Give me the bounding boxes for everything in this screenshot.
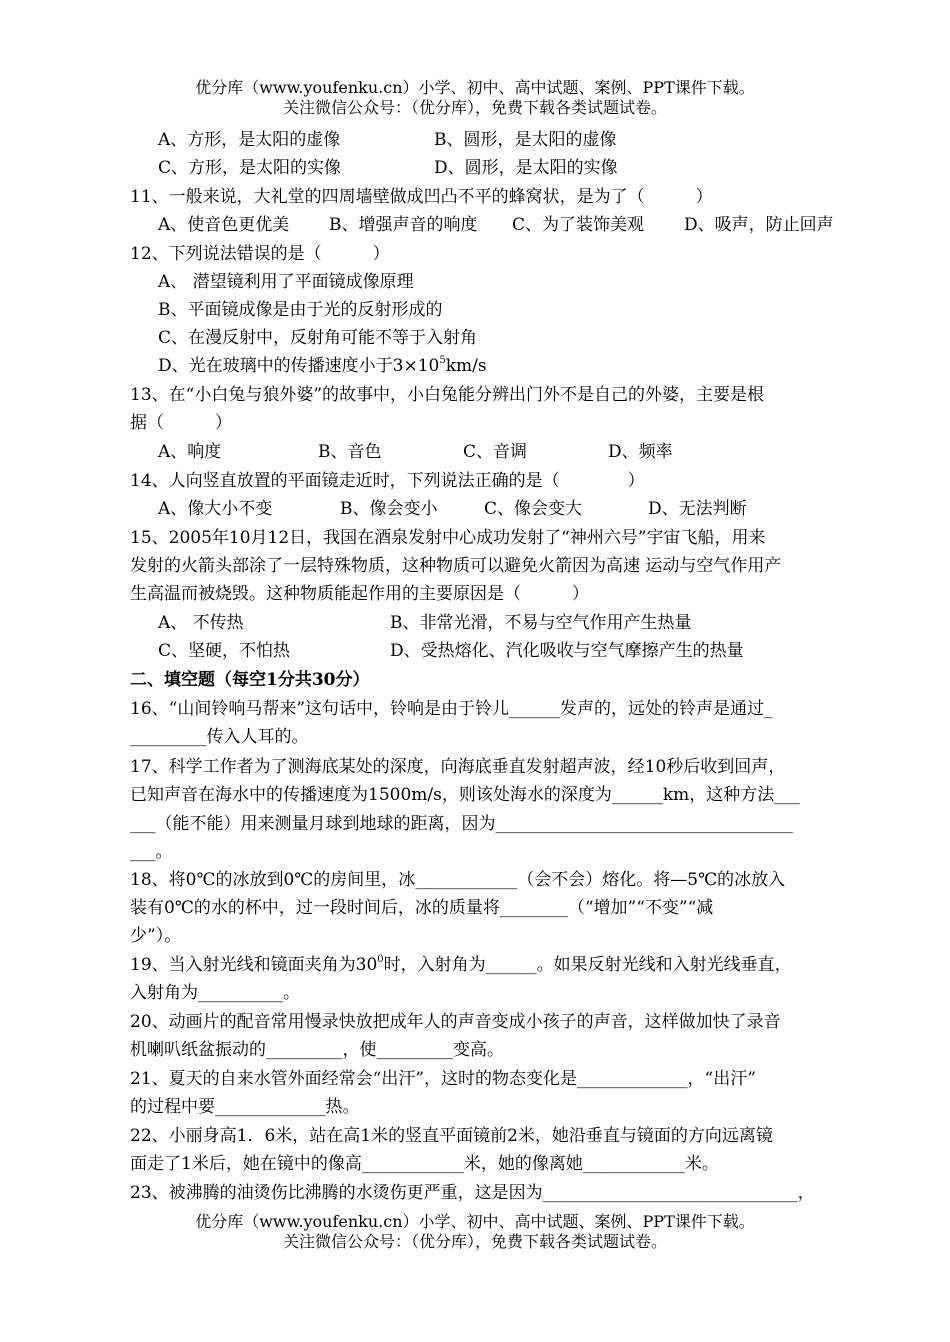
q21-line-1: 21、夏天的自来水管外面经常会“出汗”，这时的物态变化是_____________，“出汗” [130, 1069, 756, 1089]
q13-stem-line-2: 据（ ） [130, 413, 232, 433]
q17-line-4: ___。 [130, 842, 173, 862]
q17-line-2: 已知声音在海水中的传播速度为1500m/s，则该处海水的深度为______km，这种方法___ [130, 785, 800, 805]
q15-stem-line-1: 15、2005年10月12日，我国在酒泉发射中心成功发射了“神州六号”宇宙飞船，用来 [130, 528, 766, 548]
q17-line-3: ___（能不能）用来测量月球到地球的距离，因为___________________________________ [130, 814, 793, 834]
footer-line-1: 优分库（www.youfenku.cn）小学、初中、高中试题、案例、PPT课件下载。 [195, 1212, 755, 1231]
header-line-1: 优分库（www.youfenku.cn）小学、初中、高中试题、案例、PPT课件下载。 [195, 78, 755, 97]
q14-option-d: D、无法判断 [648, 499, 747, 519]
q12-stem: 12、下列说法错误的是（ ） [130, 244, 390, 264]
q23-line-1: 23、被沸腾的油烫伤比沸腾的水烫伤更严重，这是因为______________________________， [130, 1183, 815, 1203]
q15-option-c: C、坚硬，不怕热 [158, 641, 291, 661]
q13-option-b: B、音色 [318, 442, 382, 462]
q19-line-1: 19、当入射光线和镜面夹角为$30^0$时，入射角为______。如果反射光线和入射光线垂直， [130, 954, 792, 975]
q10-option-a: A、方形，是太阳的虚像 [158, 130, 341, 150]
q11-option-d: D、吸声，防止回声 [684, 215, 834, 235]
q18-line-2: 装有0℃的水的杯中，过一段时间后，冰的质量将________（“增加”“不变”“减 [130, 898, 714, 918]
q13-stem-line-1: 13、在“小白兔与狼外婆”的故事中，小白兔能分辨出门外不是自己的外婆，主要是根 [130, 385, 765, 405]
q12-option-a: A、 潜望镜利用了平面镜成像原理 [158, 272, 414, 292]
q18-line-3: 少”）。 [130, 926, 182, 946]
q15-option-d: D、受热熔化、汽化吸收与空气摩擦产生的热量 [390, 641, 744, 661]
q22-line-1: 22、小丽身高1．6米，站在高1米的竖直平面镜前2米，她沿垂直与镜面的方向远离镜 [130, 1126, 773, 1146]
q10-option-d: D、圆形，是太阳的实像 [434, 158, 618, 178]
q14-option-b: B、像会变小 [340, 499, 438, 519]
q13-option-d: D、频率 [608, 442, 673, 462]
q11-stem: 11、一般来说，大礼堂的四周墙壁做成凹凸不平的蜂窝状，是为了（ ） [130, 187, 713, 207]
q20-line-2: 机喇叭纸盆振动的_________，使_________变高。 [130, 1040, 504, 1060]
q15-option-b: B、非常光滑，不易与空气作用产生热量 [390, 613, 692, 633]
q12-option-b: B、平面镜成像是由于光的反射形成的 [158, 300, 443, 320]
q14-stem: 14、人向竖直放置的平面镜走近时，下列说法正确的是（ ） [130, 471, 645, 491]
q22-line-2: 面走了1米后，她在镜中的像高____________米，她的像离她____________米。 [130, 1154, 719, 1174]
q21-line-2: 的过程中要_____________热。 [130, 1097, 360, 1117]
q11-option-c: C、为了装饰美观 [512, 215, 645, 235]
q12-option-d: D、光在玻璃中的传播速度小于$3\times 10^5km/s$ [158, 355, 487, 376]
q13-option-a: A、响度 [158, 442, 222, 462]
q10-option-c: C、方形，是太阳的实像 [158, 158, 342, 178]
q19-line-2: 入射角为__________。 [130, 983, 300, 1003]
q15-stem-line-3: 生高温而被烧毁。这种物质能起作用的主要原因是（ ） [130, 584, 589, 604]
footer-line-2: 关注微信公众号：（优分库），免费下载各类试题试卷。 [282, 1232, 667, 1251]
q18-line-1: 18、将0℃的冰放到0℃的房间里，冰____________（会不会）熔化。将—5℃的冰放入 [130, 870, 786, 890]
q16-line-2: _________传入人耳的。 [130, 727, 309, 747]
section-2-heading: 二、填空题（每空1分共30分） [130, 670, 370, 690]
q15-option-a: A、 不传热 [158, 613, 244, 633]
q14-option-c: C、像会变大 [484, 499, 583, 519]
q17-line-1: 17、科学工作者为了测海底某处的深度，向海底垂直发射超声波，经10秒后收到回声， [130, 757, 786, 777]
q14-option-a: A、像大小不变 [158, 499, 273, 519]
q11-option-a: A、使音色更优美 [158, 215, 290, 235]
q10-option-b: B、圆形，是太阳的虚像 [434, 130, 617, 150]
header-line-2: 关注微信公众号：（优分库），免费下载各类试题试卷。 [282, 98, 667, 117]
q16-line-1: 16、“山间铃响马帮来”这句话中，铃响是由于铃儿______发声的，远处的铃声是通过_ [130, 699, 773, 719]
q15-stem-line-2: 发射的火箭头部涂了一层特殊物质，这种物质可以避免火箭因为高速 运动与空气作用产 [130, 556, 782, 576]
q12-option-c: C、在漫反射中，反射角可能不等于入射角 [158, 328, 478, 348]
q20-line-1: 20、动画片的配音常用慢录快放把成年人的声音变成小孩子的声音，这样做加快了录音 [130, 1012, 781, 1032]
q11-option-b: B、增强声音的响度 [329, 215, 478, 235]
q13-option-c: C、音调 [463, 442, 528, 462]
